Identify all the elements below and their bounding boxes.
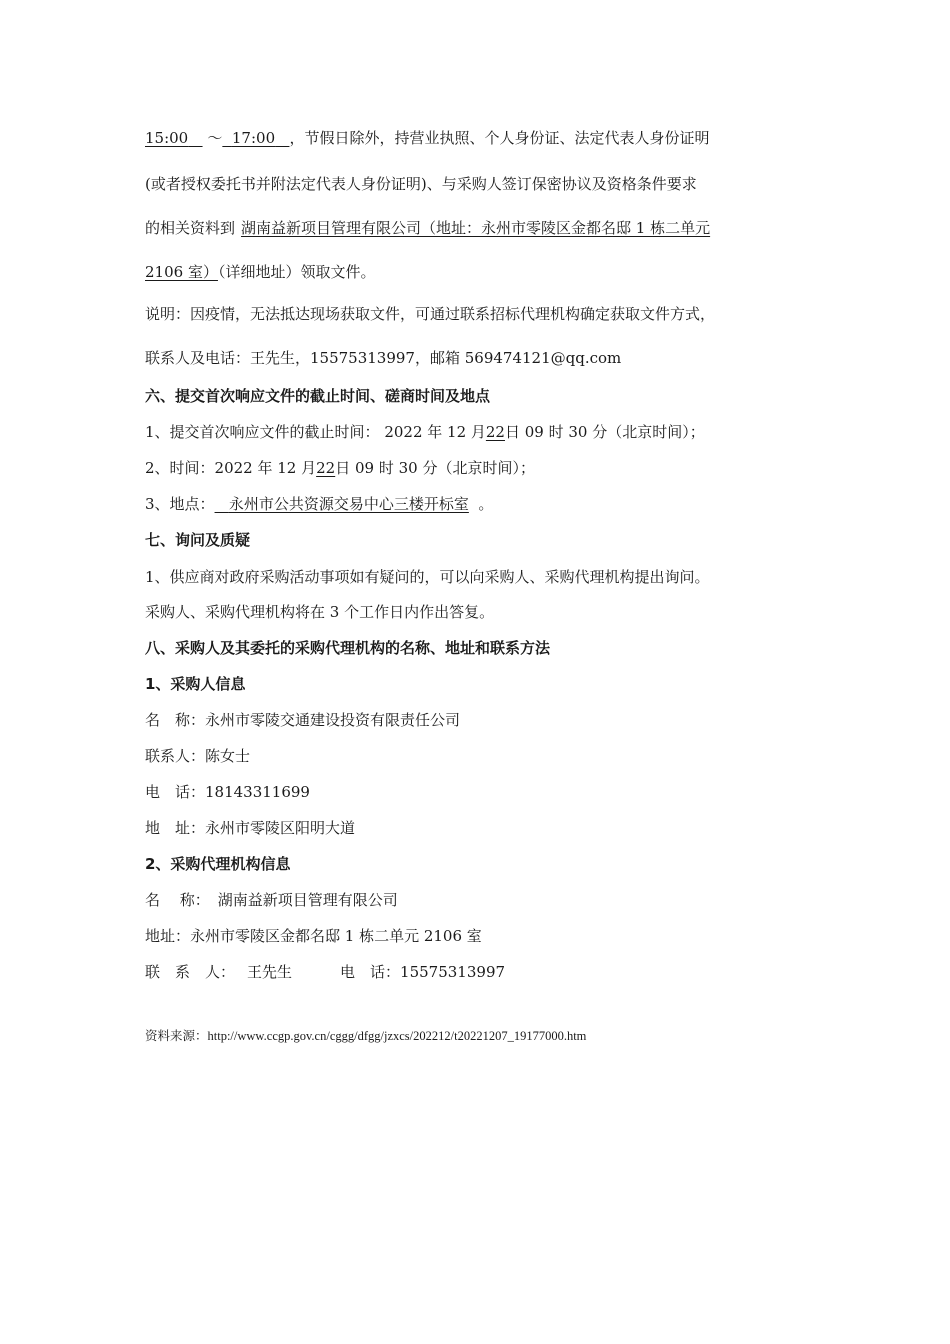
epidemic-note: 说明：因疫情，无法抵达现场获取文件，可通过联系招标代理机构确定获取文件方式， [145, 305, 716, 323]
agency-name-value: 湖南益新项目管理有限公司 [217, 891, 398, 909]
venue: 永州市公共资源交易中心三楼开标室 [228, 495, 469, 513]
start-time: 15:00 [145, 129, 189, 147]
time-window-rest: ，节假日除外，持营业执照、个人身份证、法定代表人身份证明 [289, 129, 710, 147]
location-line-2 [145, 262, 375, 282]
documents-line: (或者授权委托书并附法定代表人身份证明)、与采购人签订保密协议及资格条件要求 [145, 175, 697, 193]
source-label: 资料来源： [145, 1029, 208, 1043]
agency-heading: 2、采购代理机构信息 [145, 855, 291, 873]
purchaser-name: 名 称：永州市零陵交通建设投资有限责任公司 [145, 711, 461, 729]
address-part-1: 湖南益新项目管理有限公司（地址：永州市零陵区金都名邸 1 栋二单元 [241, 219, 711, 237]
location-suffix: （详细地址）领取文件。 [217, 263, 376, 281]
location-prefix: 的相关资料到 [145, 219, 236, 237]
source-url[interactable]: http://www.ccgp.gov.cn/cggg/dfgg/jzxcs/202212/t20221207_19177000.htm [207, 1029, 587, 1043]
time-window-line [145, 128, 709, 148]
tilde: ～ [207, 129, 223, 147]
inquiry-line-2: 采购人、采购代理机构将在 3 个工作日内作出答复。 [145, 603, 495, 621]
end-time: 17:00 [231, 129, 276, 147]
deadline-item: 1、提交首次响应文件的截止时间： 2022 年 12 月22日 09 时 30 分（北京时间）； [145, 423, 705, 441]
agency-contact: 联 系 人： 王先生 电 话：15575313997 [145, 963, 506, 981]
purchaser-phone: 电 话：18143311699 [145, 783, 310, 801]
section-7-heading: 七、询问及质疑 [145, 531, 251, 549]
place-item: 3、地点： 永州市公共资源交易中心三楼开标室 。 [145, 495, 494, 513]
purchaser-heading: 1、采购人信息 [145, 675, 246, 693]
deadline-day: 22 [485, 423, 505, 441]
contact-note: 联系人及电话：王先生，15575313997，邮箱 569474121@qq.com [145, 349, 622, 367]
time-day: 22 [316, 459, 336, 477]
agency-address: 地址：永州市零陵区金都名邸 1 栋二单元 2106 室 [145, 927, 482, 945]
section-8-heading: 八、采购人及其委托的采购代理机构的名称、地址和联系方法 [145, 639, 551, 657]
purchaser-address: 地 址：永州市零陵区阳明大道 [145, 819, 356, 837]
address-part-2: 2106 室） [145, 263, 218, 281]
time-item: 2、时间：2022 年 12 月22日 09 时 30 分（北京时间）； [145, 459, 535, 477]
agency-phone-value: 15575313997 [400, 963, 506, 981]
location-line-1 [145, 218, 710, 238]
agency-name: 名 称： 湖南益新项目管理有限公司 [145, 891, 398, 909]
section-6-heading: 六、提交首次响应文件的截止时间、磋商时间及地点 [145, 387, 491, 405]
source-line [145, 1026, 586, 1044]
purchaser-contact: 联系人：陈女士 [145, 747, 251, 765]
inquiry-line-1: 1、供应商对政府采购活动事项如有疑问的，可以向采购人、采购代理机构提出询问。 [145, 568, 710, 586]
agency-contact-value: 王先生 [247, 963, 293, 981]
